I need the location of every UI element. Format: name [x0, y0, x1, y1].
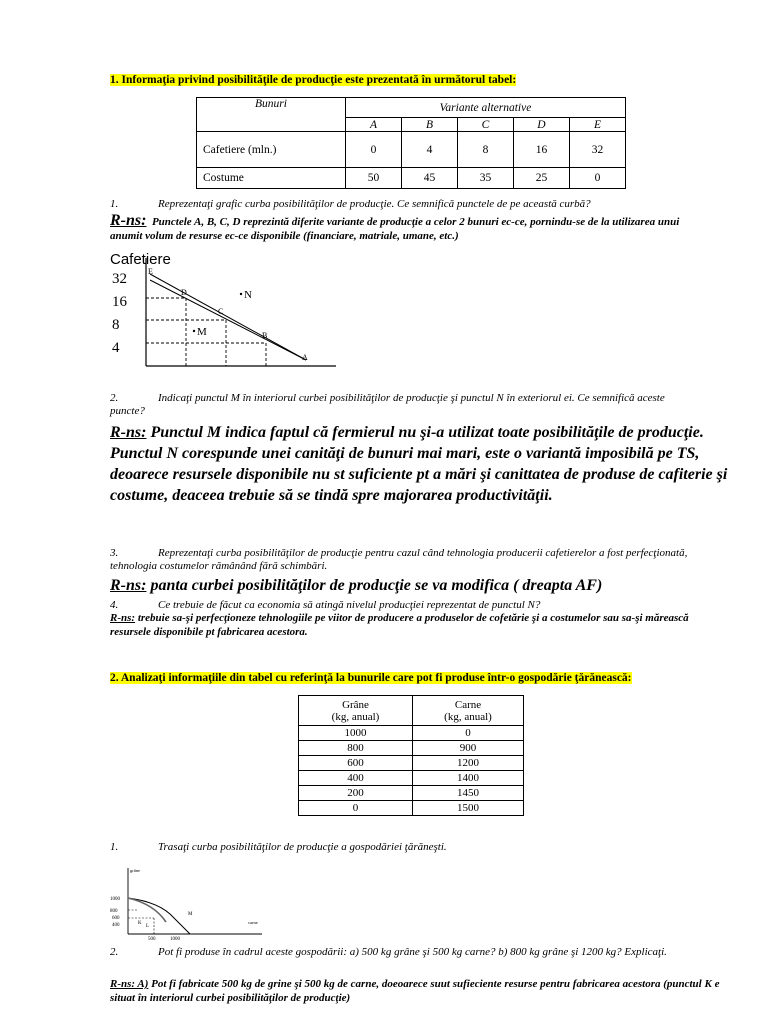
table-row [299, 801, 524, 816]
table-row [299, 771, 524, 786]
table-cell: 16 [513, 132, 569, 168]
table-cell: 25 [513, 168, 569, 189]
point-label: D [181, 288, 187, 297]
table-cell: 900 [413, 741, 524, 756]
table-cell: 8 [457, 132, 513, 168]
variant-header: B [401, 118, 457, 132]
point-n-dot [240, 293, 242, 295]
point-label: B [262, 331, 268, 340]
variant-header: D [513, 118, 569, 132]
household-ppc-chart [108, 862, 264, 942]
answer-1-1: R-ns: Punctele A, B, C, D reprezintă diferite variante de producţie a celor 2 bunuri ec-ce, pornindu-se de la utilizarea unui anumit volum de resurse ec-ce disponibile (financiare, matriale, umane, etc.) [110, 212, 680, 242]
y-tick: 16 [112, 294, 127, 310]
table-cell: 200 [299, 786, 413, 801]
y-tick: 1000 [110, 897, 120, 902]
answer-1-3: R-ns: panta curbei posibilităţilor de producţie se va modifica ( dreapta AF) [110, 577, 603, 594]
production-possibility-chart-1 [108, 248, 338, 372]
table-cell: 1450 [413, 786, 524, 801]
point-label: N [244, 289, 252, 301]
answer-2-2: R-ns: A) Pot fi fabricate 500 kg de grine şi 500 kg de carne, doeoarece suut sufieciente resurse pentru fabricarea acestora (punctul K e situat în interiorul curbei posibilităţilor de producţie) [110, 978, 720, 1004]
question-1-4: 4. Ce trebuie de făcut ca economia să atingă nivelul producţiei reprezentat de punctul N? [110, 599, 541, 611]
x-tick: 1000 [170, 937, 180, 942]
table-cell: 1000 [299, 726, 413, 741]
chart-axis-title: Cafetiere [110, 251, 171, 268]
y-tick: 800 [110, 909, 118, 914]
table-cell: 0 [346, 132, 402, 168]
row-label: Costume [197, 168, 346, 189]
point-label: C [218, 307, 224, 316]
table-cell: 1200 [413, 756, 524, 771]
table-cell: 0 [413, 726, 524, 741]
x-axis-label: carne [248, 920, 258, 925]
y-tick: 400 [112, 923, 120, 928]
variant-header: C [457, 118, 513, 132]
variant-header: E [569, 118, 625, 132]
table-cell: 0 [299, 801, 413, 816]
table-cell: 1400 [413, 771, 524, 786]
point-label: A [302, 353, 308, 362]
answer-1-2: R-ns: Punctul M indica faptul că fermierul nu şi-a utilizat toate posibilităţile de producţie. Punctul N corespunde unei canităţi de bunuri mai mari, este o variantă imposibilă pe TS, deoarece resursele disponibile nu st suficiente pt a mări şi canittatea de produse de cafiterie şi costume, deaceea trebuie să se tindă spre majorarea productivităţii. [110, 424, 728, 504]
table-cell: 1500 [413, 801, 524, 816]
ppc-line [150, 274, 306, 360]
y-tick: 8 [112, 317, 120, 333]
table-cell: 45 [401, 168, 457, 189]
table-cell: 32 [569, 132, 625, 168]
point-label: M [188, 912, 193, 917]
point-label: L [146, 924, 150, 929]
table-header-goods: Bunuri [197, 98, 346, 132]
point-label: M [197, 326, 207, 338]
point-label: E [148, 267, 153, 276]
row-label: Cafetiere (mln.) [197, 132, 346, 168]
section-1-heading: 1. Informaţia privind posibilităţile de producţie este prezentată în următorul tabel: [110, 74, 517, 86]
table-cell: 0 [569, 168, 625, 189]
table-cell: 800 [299, 741, 413, 756]
table-cell: 50 [346, 168, 402, 189]
table-row [197, 132, 626, 168]
table-cell: 35 [457, 168, 513, 189]
x-tick: 500 [148, 937, 156, 942]
answer-1-4: R-ns: trebuie sa-şi perfecţioneze tehnologiile pe viitor de producere a produselor de cofetărie şi a costumelor sau sa-şi mărească resursele disponibile pt fabricarea acestora. [110, 612, 689, 638]
table-cell: 400 [299, 771, 413, 786]
table-row [299, 741, 524, 756]
variant-header: A [346, 118, 402, 132]
y-axis-label: grâne [130, 868, 140, 873]
question-1-2: 2. Indicaţi punctul M în interiorul curbei posibilităţilor de producţie şi punctul N în exteriorul ei. Ce semnifică aceste puncte? [110, 392, 665, 417]
question-1-3: 3. Reprezentaţi curba posibilităţilor de producţie pentru cazul când tehnologia producerii cafetierelor a fost perfecţionată, tehnologia costumelor rămânând fără schimbări. [110, 547, 688, 572]
y-tick: 600 [112, 916, 120, 921]
table-row [299, 756, 524, 771]
point-m-dot [193, 330, 195, 332]
y-tick: 32 [112, 271, 127, 287]
production-table [196, 97, 626, 189]
table-row [299, 786, 524, 801]
y-tick: 4 [112, 340, 120, 356]
ppc-curve [128, 898, 190, 934]
question-2-1: 1. Trasaţi curba posibilităţilor de producţie a gospodăriei ţărăneşti. [110, 841, 447, 853]
section-2-heading: 2. Analizaţi informaţiile din tabel cu referinţă la bunurile care pot fi produse într-o gospodărie ţărănească: [110, 672, 632, 684]
table-row [197, 168, 626, 189]
table-cell: 4 [401, 132, 457, 168]
question-1-1: 1. Reprezentaţi grafic curba posibilităţilor de producţie. Ce semnifică punctele de pe această curbă? [110, 198, 591, 210]
table-header-variants: Variante alternative [346, 98, 626, 118]
question-2-2: 2. Pot fi produse în cadrul aceste gospodării: a) 500 kg grâne şi 500 kg carne? b) 800 kg grâne şi 1200 kg? Explicaţi. [110, 946, 667, 958]
table-header-grains: Grâne (kg, anual) [299, 696, 413, 726]
table-row [299, 726, 524, 741]
table-cell: 600 [299, 756, 413, 771]
point-label: K [138, 921, 142, 926]
household-table [298, 695, 524, 816]
table-header-meat: Carne (kg, anual) [413, 696, 524, 726]
